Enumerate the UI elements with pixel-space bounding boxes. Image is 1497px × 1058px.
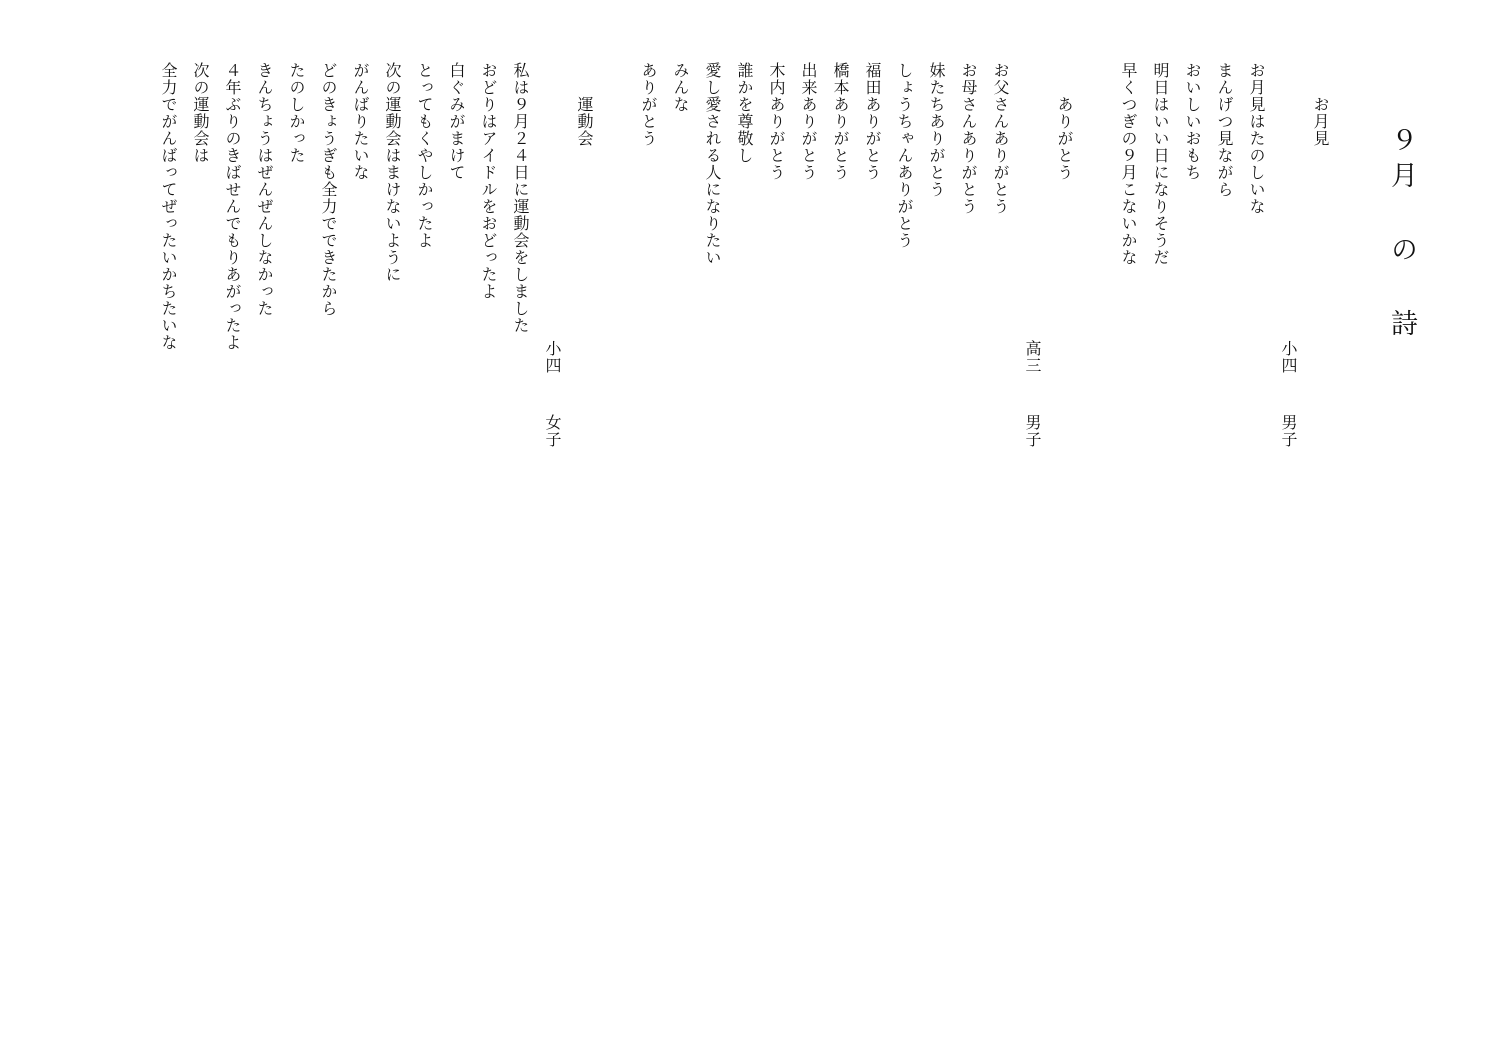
poem-line: 橋本ありがとう	[831, 62, 850, 181]
poem-line: ４年ぶりのきばせんでもりあがったよ	[223, 62, 242, 351]
poem-line: おどりはアイドルをおどったよ	[479, 62, 498, 300]
poem-line: 次の運動会はまけないように	[383, 62, 402, 283]
page-title: ９月 の 詩	[1386, 126, 1417, 344]
author-grade: 小四	[1279, 340, 1298, 374]
poem-line: 出来ありがとう	[799, 62, 818, 181]
poem-line: 白ぐみがまけて	[447, 62, 466, 181]
poem-line: お母さんありがとう	[959, 62, 978, 215]
poem-line: 愛し愛される人になりたい	[703, 62, 722, 266]
poem-line: ありがとう	[639, 62, 658, 147]
poem-line: お父さんありがとう	[991, 62, 1010, 215]
author-grade: 小四	[543, 340, 562, 374]
poem-line: お月見はたのしいな	[1247, 62, 1266, 215]
author-gender: 男子	[1279, 414, 1298, 448]
poem-line: とってもくやしかったよ	[415, 62, 434, 249]
poem-line: 私は９月２４日に運動会をしました	[511, 62, 530, 334]
poem-line: 妹たちありがとう	[927, 62, 946, 198]
author-gender: 女子	[543, 414, 562, 448]
poem-line: しょうちゃんありがとう	[895, 62, 914, 249]
poem-line: 全力でがんばってぜったいかちたいな	[159, 62, 178, 351]
poem-title: お月見	[1311, 96, 1330, 147]
author-grade: 高三	[1023, 340, 1042, 374]
poem-line: 誰かを尊敬し	[735, 62, 754, 164]
poem-line: 福田ありがとう	[863, 62, 882, 181]
poem-line: たのしかった	[287, 62, 306, 164]
poem-title: 運動会	[575, 96, 594, 147]
poem-line: きんちょうはぜんぜんしなかった	[255, 62, 274, 317]
poem-line: がんばりたいな	[351, 62, 370, 181]
poem-line: みんな	[671, 62, 690, 113]
poem-line: 次の運動会は	[191, 62, 210, 164]
poem-author	[544, 340, 561, 448]
poem-line: 早くつぎの９月こないかな	[1119, 62, 1138, 266]
poem-title: ありがとう	[1055, 96, 1074, 181]
poem-line: 木内ありがとう	[767, 62, 786, 181]
poem-line: まんげつ見ながら	[1215, 62, 1234, 198]
poem-line: どのきょうぎも全力でできたから	[319, 62, 338, 317]
poem-line: 明日はいい日になりそうだ	[1151, 62, 1170, 266]
poem-author	[1024, 340, 1041, 448]
poem-author	[1280, 340, 1297, 448]
author-gender: 男子	[1023, 414, 1042, 448]
poem-line: おいしいおもち	[1183, 62, 1202, 181]
